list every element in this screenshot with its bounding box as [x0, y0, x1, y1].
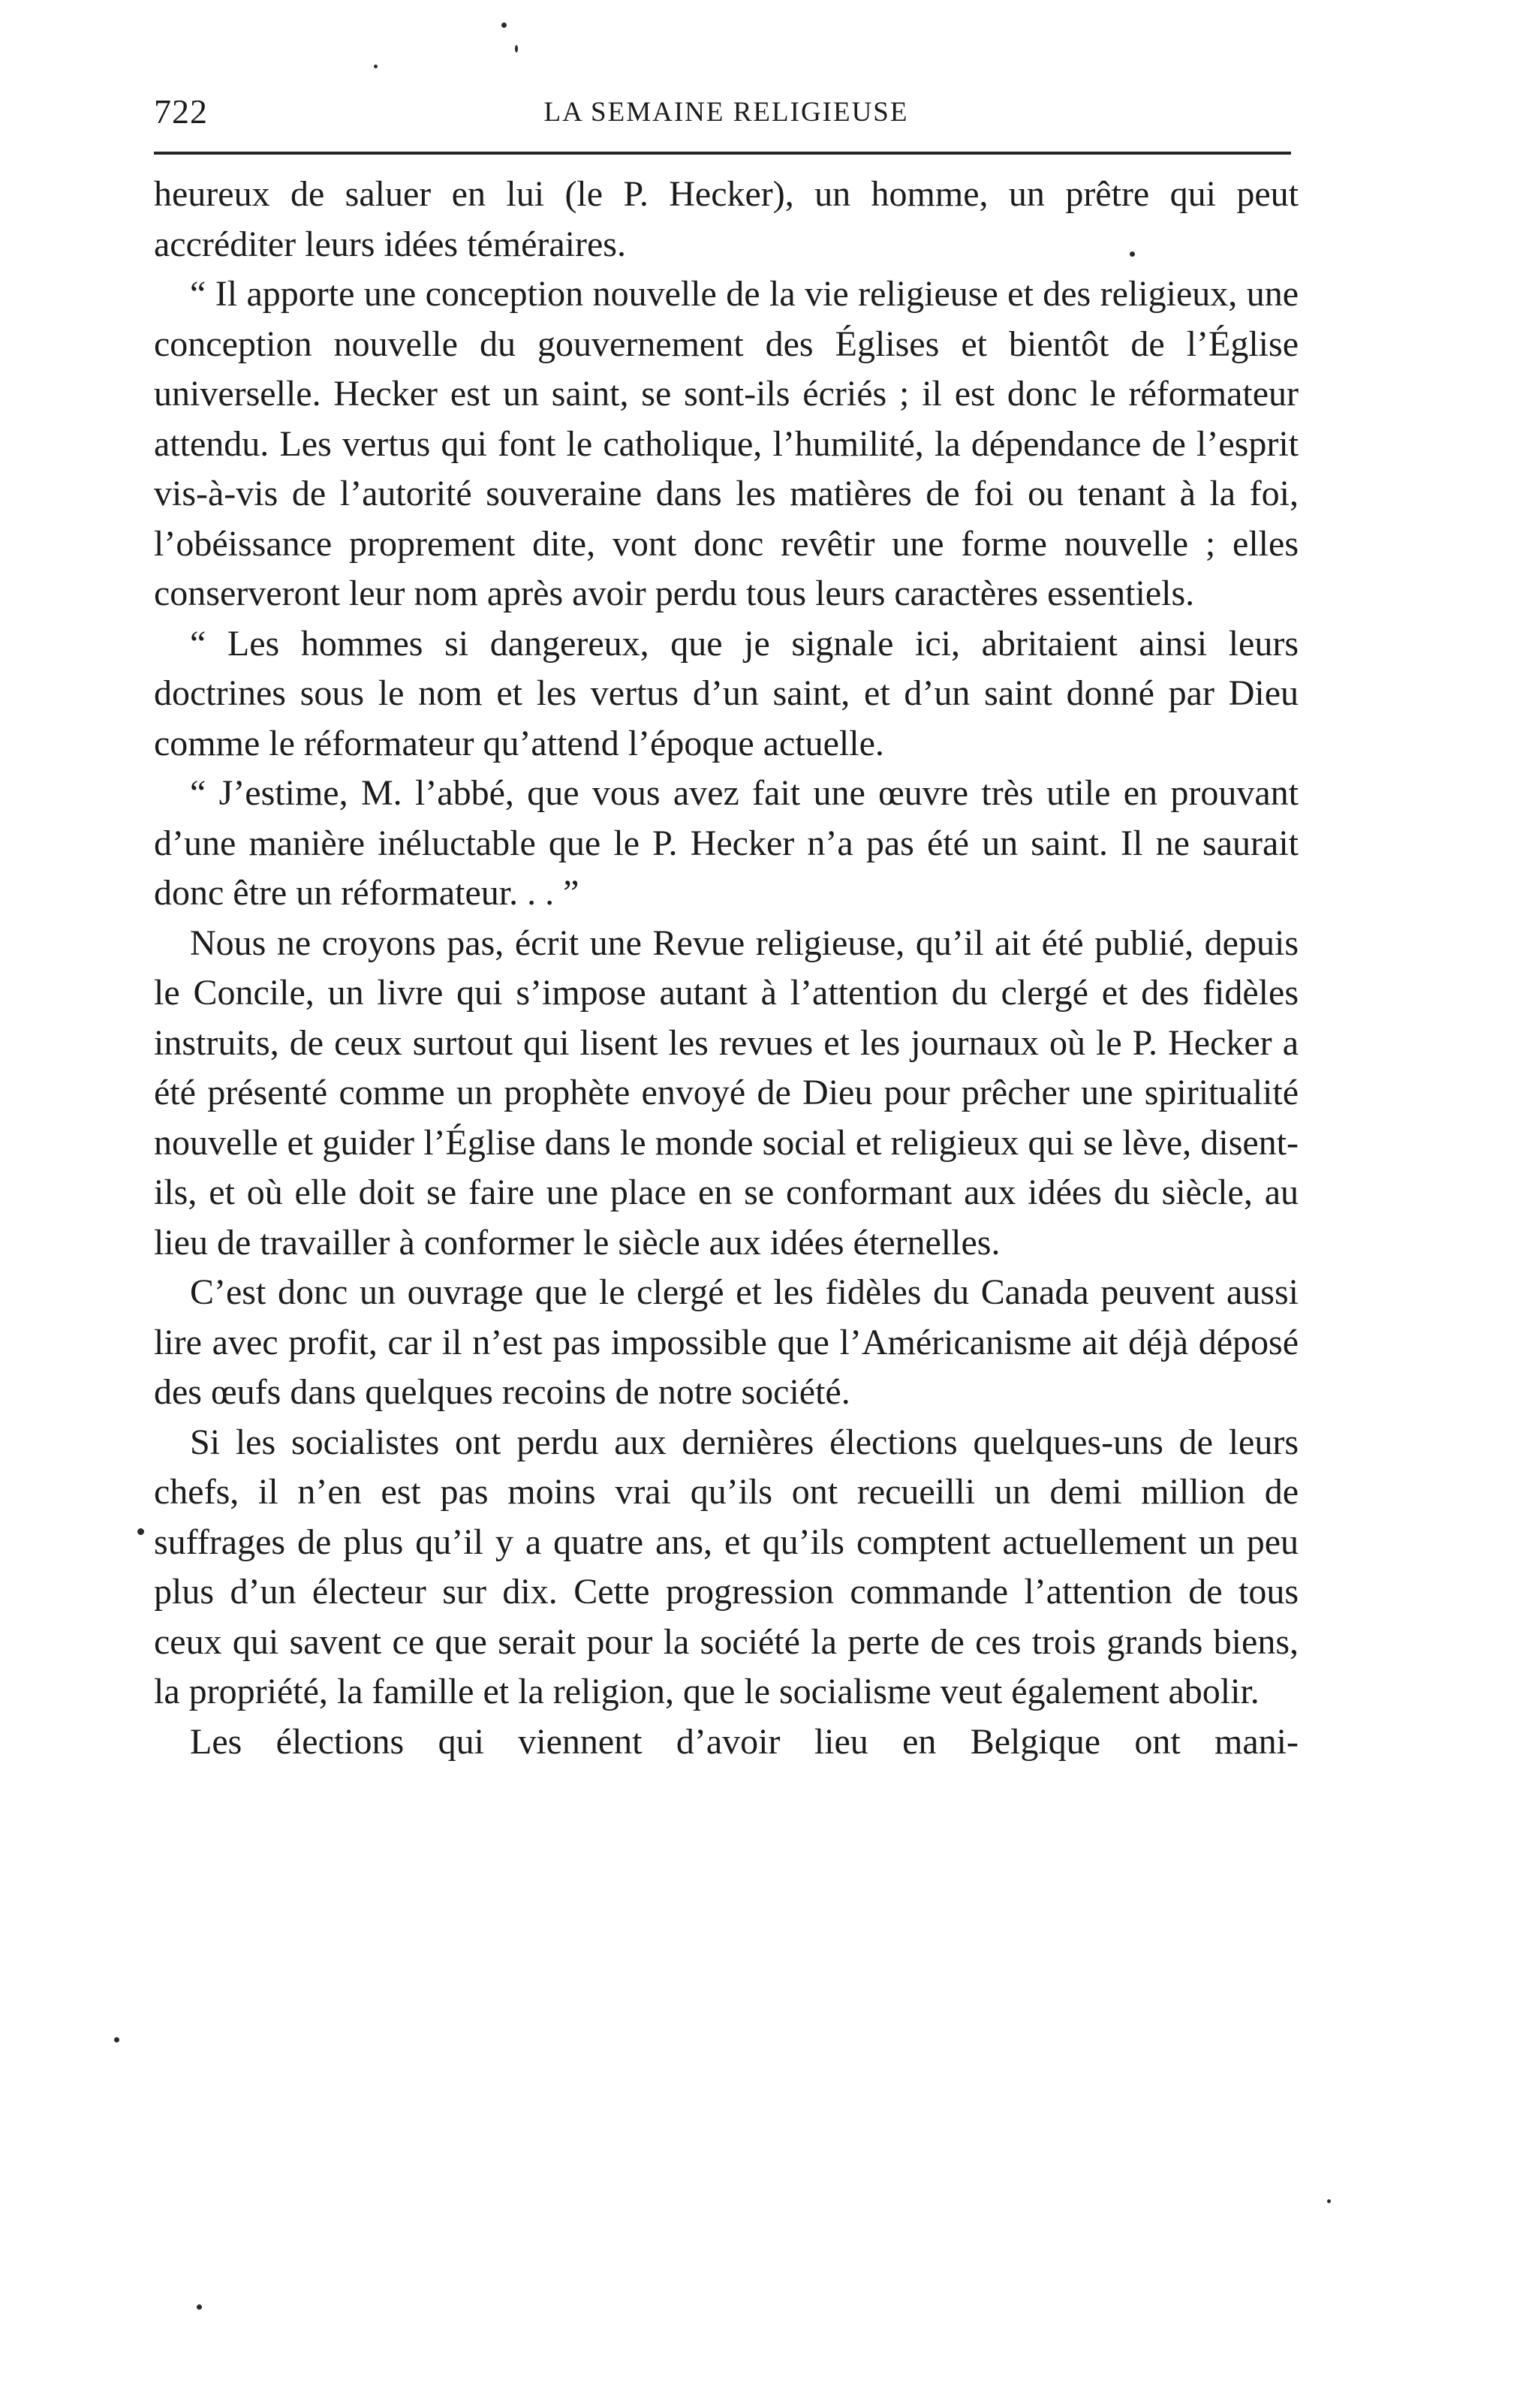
scan-speck: [374, 65, 378, 68]
paragraph: “ Les hommes si dangereux, que je signale ici, abritaient ainsi leurs doctrines sous le nom et les vertus d’un saint, et d’un saint donné par Dieu comme le réformateur qu’attend l’époque actuelle.: [154, 623, 1299, 763]
scan-speck: [1130, 251, 1135, 257]
paragraph: C’est donc un ouvrage que le clergé et les fidèles du Canada peuvent aussi lire avec profit, car il n’est pas impossible que l’Américanisme ait déjà déposé des œufs dans quelques recoins de notre société.: [154, 1272, 1299, 1412]
scan-speck: [114, 2037, 119, 2042]
page-number: 722: [154, 92, 208, 131]
paragraph: Nous ne croyons pas, écrit une Revue religieuse, qu’il ait été publié, depuis le Concile, un livre qui s’impose autant à l’attention du clergé et des fidèles instruits, de ceux surtout qui lisent les revues et les journaux où le P. Hecker a été présenté comme un prophète envoyé de Dieu pour prêcher une spiritualité nouvelle et guider l’Église dans le monde social et religieux qui se lève, disent-ils, et où elle doit se faire une place en se conformant aux idées du siècle, au lieu de travailler à conformer le siècle aux idées éternelles.: [154, 923, 1299, 1263]
running-header: [154, 81, 1299, 149]
paragraph: heureux de saluer en lui (le P. Hecker), un homme, un prêtre qui peut accréditer leurs idées téméraires.: [154, 174, 1299, 264]
paragraph: Les élections qui viennent d’avoir lieu en Belgique ont mani-: [190, 1721, 1299, 1762]
scan-speck: [515, 45, 518, 53]
scan-speck: [501, 23, 507, 28]
paragraph: “ Il apporte une conception nouvelle de la vie religieuse et des religieux, une conception nouvelle du gouvernement des Églises et bientôt de l’Église universelle. Hecker est un saint, se sont-ils écriés ; il est donc le réformateur attendu. Les vertus qui font le catholique, l’humilité, la dépendance de l’esprit vis-à-vis de l’autorité souveraine dans les matières de foi ou tenant à la foi, l’obéissance proprement dite, vont donc revêtir une forme nouvelle ; elles conserveront leur nom après avoir perdu tous leurs caractères essentiels.: [154, 274, 1299, 613]
scan-speck: [137, 1528, 144, 1535]
book-page: [154, 81, 1299, 1767]
scan-speck: [197, 2304, 202, 2310]
journal-title: LA SEMAINE RELIGIEUSE: [543, 97, 909, 128]
paragraph: Si les socialistes ont perdu aux dernières élections quelques-uns de leurs chefs, il n’en est pas moins vrai qu’ils ont recueilli un demi million de suffrages de plus qu’il y a quatre ans, et qu’ils comptent actuellement un peu plus d’un électeur sur dix. Cette progression commande l’attention de tous ceux qui savent ce que serait pour la société la perte de ces trois grands biens, la propriété, la famille et la religion, que le socialisme veut également abolir.: [154, 1422, 1299, 1711]
scan-speck: [1327, 2199, 1331, 2203]
paragraph: “ J’estime, M. l’abbé, que vous avez fait une œuvre très utile en prouvant d’une manière inéluctable que le P. Hecker n’a pas été un saint. Il ne saurait donc être un réformateur. . . ”: [154, 773, 1299, 913]
header-rule: [154, 152, 1291, 155]
page-body: [154, 170, 1299, 1767]
